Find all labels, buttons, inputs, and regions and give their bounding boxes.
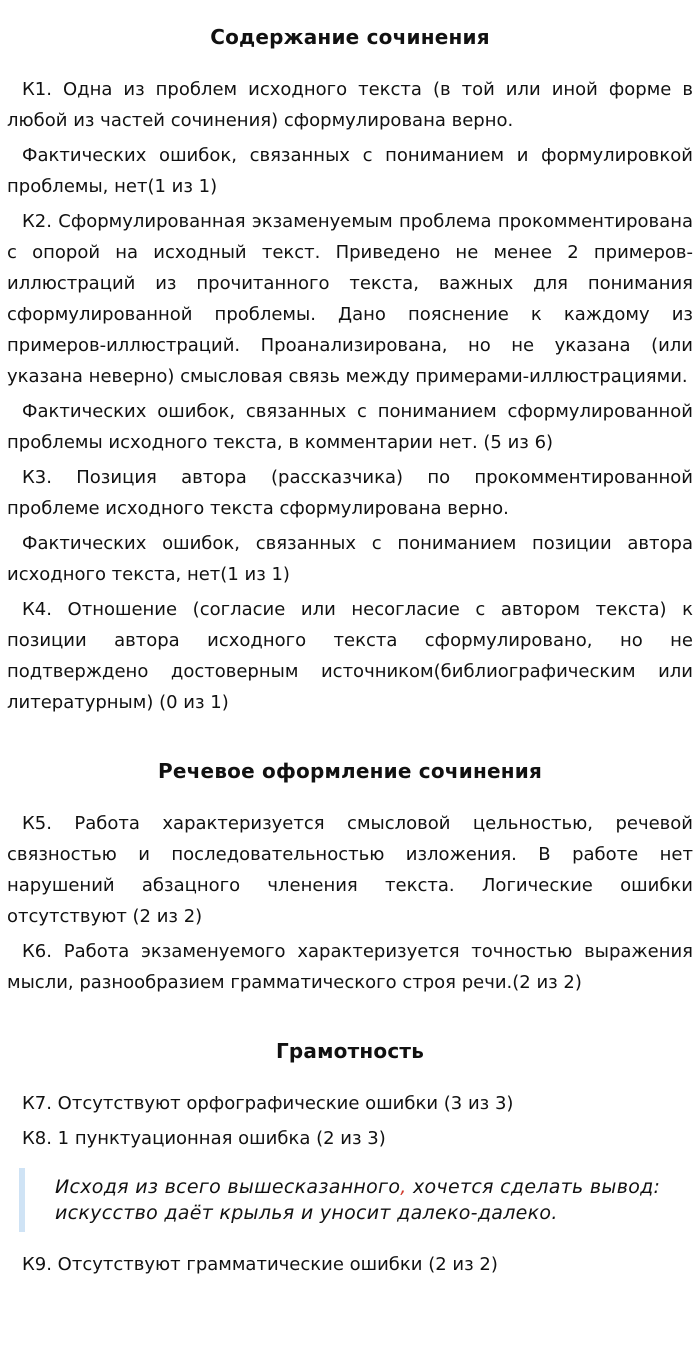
criterion-k1: К1. Одна из проблем исходного текста (в той или иной форме в любой из частей сочинения) сформулирована верно. [7,79,693,131]
criterion-k6: К6. Работа экзаменуемого характеризуется точностью выражения мысли, разнообразием грамматического строя речи.(2 из 2) [7,941,693,993]
criterion-k1-note: Фактических ошибок, связанных с пониманием и формулировкой проблемы, нет(1 из 1) [7,145,693,197]
criterion-k8: К8. 1 пунктуационная ошибка (2 из 3) [22,1128,386,1149]
speech-section-title: Речевое оформление сочинения [158,759,542,783]
highlighted-quote [19,1168,693,1232]
literacy-section-title: Грамотность [275,1039,425,1063]
quote-text-start: Исходя из всего вышесказанного [55,1176,401,1198]
criterion-k9: К9. Отсутствуют грамматические ошибки (2 из 2) [22,1254,498,1275]
criterion-k3: К3. Позиция автора (рассказчика) по прокомментированной проблеме исходного текста сформулирована верно. [7,467,693,519]
criterion-k2-note: Фактических ошибок, связанных с пониманием сформулированной проблемы исходного текста, в комментарии нет. (5 из 6) [7,401,693,453]
content-section-title: Содержание сочинения [210,25,490,49]
quote-text-end: хочется сделать вывод: искусство даёт крылья и уносит далеко-далеко. [55,1176,661,1224]
criterion-k4: К4. Отношение (согласие или несогласие с автором текста) к позиции автора исходного текста сформулировано, но не подтверждено достоверным источником(библиографическим или литературным) (0 из 1) [7,599,693,713]
essay-review-document [7,0,693,1280]
punctuation-error-mark: , [400,1176,407,1198]
criterion-k5: К5. Работа характеризуется смысловой цельностью, речевой связностью и последовательностью изложения. В работе нет нарушений абзацного членения текста. Логические ошибки отсутствуют (2 из 2) [7,813,693,927]
criterion-k2: К2. Сформулированная экзаменуемым проблема прокомментирована с опорой на исходный текст. Приведено не менее 2 примеров-иллюстраций из прочитанного текста, важных для понимания сформулированной проблемы. Дано пояснение к каждому из примеров-иллюстраций. Проанализирована, но не указана (или указана неверно) смысловая связь между примерами-иллюстрациями. [7,211,693,387]
criterion-k3-note: Фактических ошибок, связанных с пониманием позиции автора исходного текста, нет(1 из 1) [7,533,693,585]
criterion-k7: К7. Отсутствуют орфографические ошибки (3 из 3) [22,1093,514,1114]
